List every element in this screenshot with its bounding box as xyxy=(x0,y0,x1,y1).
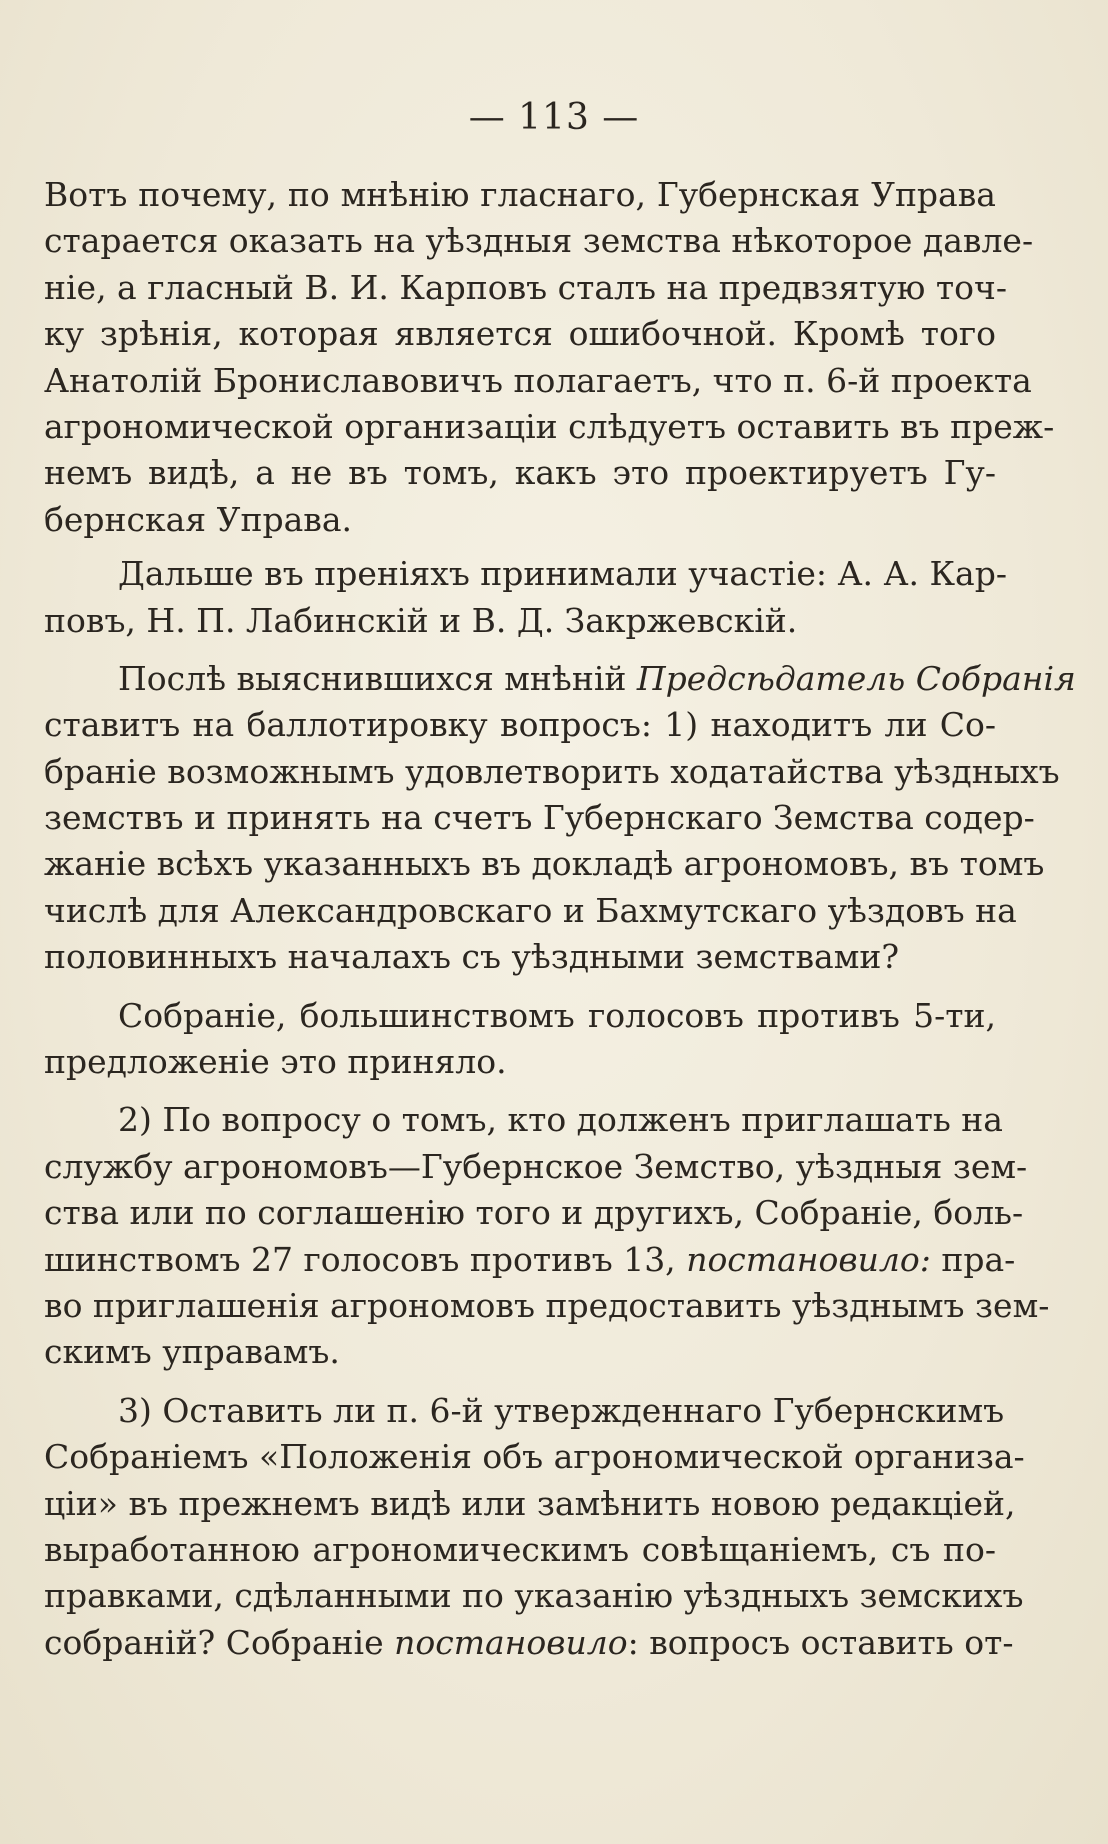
text-line: браніе возможнымъ удовлетворить ходатайства уѣздныхъ xyxy=(44,751,1060,791)
text-line: ства или по соглашенію того и другихъ, Собраніе, боль- xyxy=(44,1193,1024,1233)
text-fragment: собраній? Собраніе xyxy=(44,1622,384,1662)
text-line: повъ, Н. П. Лабинскій и В. Д. Закржевскій. xyxy=(44,600,798,640)
text-line: ку зрѣнія, которая является ошибочной. Кромѣ того xyxy=(44,314,996,354)
text-line: ніе, а гласный В. И. Карповъ сталъ на предвзятую точ- xyxy=(44,267,1007,307)
text-line: Вотъ почему, по мнѣнію гласнаго, Губернская Управа xyxy=(44,175,996,214)
page-number: — 113 — xyxy=(468,97,640,138)
text-line xyxy=(44,656,1076,702)
text-line: немъ видѣ, а не въ томъ, какъ это проектируетъ Гу- xyxy=(44,453,996,493)
text-line xyxy=(44,1237,1016,1283)
text-line: Дальше въ преніяхъ принимали участіе: А. А. Кар- xyxy=(118,554,1007,594)
text-line: числѣ для Александровскаго и Бахмутскаго уѣздовъ на xyxy=(44,890,1017,930)
text-fragment: : вопросъ оставить от- xyxy=(627,1622,1014,1662)
text-fragment: пра- xyxy=(941,1239,1016,1279)
text-line: скимъ управамъ. xyxy=(44,1332,340,1372)
text-line: ставитъ на баллотировку вопросъ: 1) находитъ ли Со- xyxy=(44,705,996,745)
text-line: правками, сдѣланными по указанію уѣздныхъ земскихъ xyxy=(44,1576,1024,1616)
text-line: выработанною агрономическимъ совѣщаніемъ, съ по- xyxy=(44,1529,996,1569)
page-body-text xyxy=(44,172,1076,1666)
text-line: 2) По вопросу о томъ, кто долженъ приглашать на xyxy=(118,1100,1003,1140)
text-line: земствъ и принять на счетъ Губернскаго Земства содер- xyxy=(44,798,1035,838)
text-line: ціи» въ прежнемъ видѣ или замѣнить новою редакціей, xyxy=(44,1483,1016,1523)
text-line: бернская Управа. xyxy=(44,499,352,539)
text-fragment: Послѣ выяснившихся мнѣній xyxy=(118,658,627,698)
text-fragment: шинствомъ 27 голосовъ противъ 13, xyxy=(44,1239,676,1279)
italic-fragment: постановило: xyxy=(686,1239,931,1279)
text-line: Анатолій Брониславовичъ полагаетъ, что п. 6-й проекта xyxy=(44,360,1032,400)
text-line: Собраніемъ «Положенія объ агрономической организа- xyxy=(44,1437,1025,1477)
text-line: Собраніе, большинствомъ голосовъ противъ 5-ти, xyxy=(118,995,996,1035)
text-line: агрономической организаціи слѣдуетъ оставить въ преж- xyxy=(44,406,1055,446)
text-line: жаніе всѣхъ указанныхъ въ докладѣ агрономовъ, въ томъ xyxy=(44,844,1045,884)
text-line xyxy=(44,1620,1014,1666)
text-line: 3) Оставить ли п. 6-й утвержденнаго Губернскимъ xyxy=(118,1390,1005,1430)
text-line: службу агрономовъ—Губернское Земство, уѣздныя зем- xyxy=(44,1146,1028,1186)
text-line: предложеніе это приняло. xyxy=(44,1042,507,1082)
text-line: во приглашенія агрономовъ предоставить уѣзднымъ зем- xyxy=(44,1285,1050,1325)
italic-fragment: постановило xyxy=(394,1622,628,1662)
text-line: половинныхъ началахъ съ уѣздными земствами? xyxy=(44,937,900,977)
italic-fragment: Предсѣдатель Собранія xyxy=(636,658,1076,698)
text-line: старается оказать на уѣздныя земства нѣкоторое давле- xyxy=(44,221,1034,261)
